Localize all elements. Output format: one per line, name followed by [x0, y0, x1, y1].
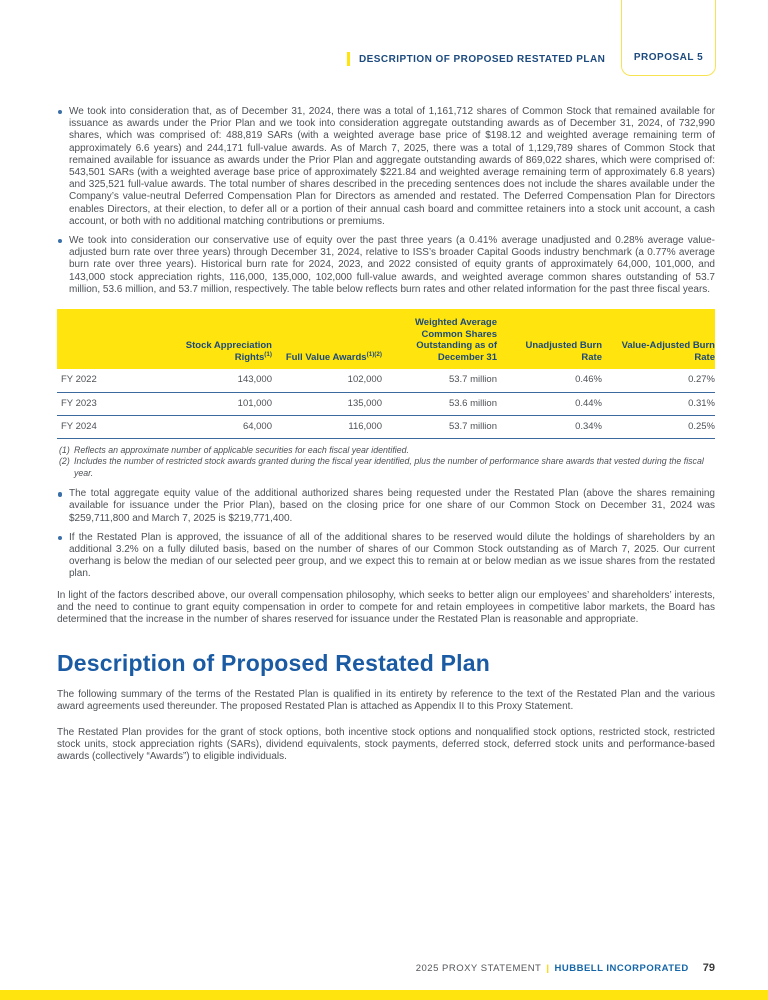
footnote	[57, 456, 715, 479]
table-cell: 53.7 million	[382, 415, 497, 438]
bullet-item: The total aggregate equity value of the additional authorized shares being requested under the Restated Plan (above the shares remaining available for issuance under the Prior Plan), based on the closing price for one share of our Common Stock on December 31, 2024 was $259,711,800 and March 7, 2025 is $219,771,400.	[57, 488, 715, 525]
table-cell: 143,000	[147, 369, 272, 392]
footnote-marker: (1)	[59, 445, 70, 456]
proposal-tab-label: PROPOSAL 5	[633, 52, 704, 63]
footnote	[57, 445, 715, 456]
table-row	[57, 415, 715, 438]
footer-document-title: 2025 PROXY STATEMENT	[415, 963, 542, 974]
bottom-accent-bar	[0, 990, 768, 1000]
table-cell: 135,000	[272, 392, 382, 415]
closing-paragraph: In light of the factors described above, our overall compensation philosophy, which seeks to better align our employees’ and shareholders’ interests, and the need to continue to grant equity compensation in order to compete for and retain employees in competitive labor markets, the Board has determined that the increase in the number of shares reserved for issuance under the Restated Plan is reasonable and appropriate.	[57, 589, 715, 626]
table-cell: 0.34%	[497, 415, 602, 438]
section-heading: Description of Proposed Restated Plan	[57, 650, 490, 677]
table-header-cell: Weighted Average Common Shares Outstanding as of December 31	[382, 309, 497, 369]
table-header-row	[57, 309, 715, 369]
table-cell: 102,000	[272, 369, 382, 392]
table-cell: 0.27%	[602, 369, 715, 392]
page-footer	[416, 962, 715, 974]
table-row	[57, 369, 715, 392]
table-cell: FY 2023	[57, 392, 147, 415]
table-header-cell: Unadjusted Burn Rate	[497, 309, 602, 369]
table-cell: 0.31%	[602, 392, 715, 415]
table-footnotes	[57, 445, 715, 479]
header-accent-bar	[347, 52, 350, 66]
page-number: 79	[702, 962, 715, 974]
table-header-cell: Full Value Awards$^{(1)(2)}$	[272, 309, 382, 369]
table-header-cell: Value-Adjusted Burn Rate	[602, 309, 715, 369]
main-content	[57, 106, 715, 763]
page-header	[347, 52, 605, 66]
footnote-ref: (1)(2)	[366, 350, 382, 358]
consideration-bullet-list	[57, 488, 715, 580]
bullet-item: We took into consideration that, as of December 31, 2024, there was a total of 1,161,712 shares of Common Stock that remained available for issuance as awards under the Prior Plan and we took into consideration aggregate outstanding awards as of December 31, 2024, of 732,990 shares, which was comprised of: 488,819 SARs (with a weighted average base price of $198.12 and weighted average remaining term of approximately 6.6 years) and 244,171 full-value awards. As of March 7, 2025, there was a total of 1,129,789 shares of Common Stock that remained available for issuance as awards under the Prior Plan and aggregate outstanding awards of 869,022 shares, which were comprised of: 543,501 SARs (with a weighted average base price of approximately $221.84 and weighted average remaining term of approximately 6.8 years) and 325,521 full-value awards. The total number of shares described in the preceding sentences does not include the shares available under the Company’s value-neutral Deferred Compensation Plan for Directors as amended and restated. The Deferred Compensation Plan for Directors enables Directors, at their election, to defer all or a portion of their annual cash board and committee retainers into a stock unit account, a cash account, or both with no additional matching contributions or premiums.	[57, 106, 715, 228]
table-header-cell	[57, 309, 147, 369]
body-paragraph: The Restated Plan provides for the grant of stock options, both incentive stock options and nonqualified stock options, restricted stock, restricted stock units, stock appreciation rights (SARs), dividend equivalents, stock payments, deferred stock, deferred stock units and performance-based awards (collectively “Awards”) to eligible individuals.	[57, 726, 715, 763]
bullet-item: If the Restated Plan is approved, the issuance of all of the additional shares to be reserved would dilute the holdings of shareholders by an additional 3.2% on a fully diluted basis, based on the number of shares of our Common Stock outstanding as of March 7, 2025. Our current overhang is below the median of our selected peer group, and we expect this to remain at or below median as we issue shares from the restated plan.	[57, 532, 715, 581]
footnote-marker: (2)	[59, 456, 70, 467]
table-row	[57, 392, 715, 415]
footnote-text: Includes the number of restricted stock awards granted during the fiscal year identified, plus the number of performance share awards that vested during the fiscal year.	[74, 456, 704, 478]
table-cell: 0.46%	[497, 369, 602, 392]
table-cell: 0.25%	[602, 415, 715, 438]
table-cell: 53.6 million	[382, 392, 497, 415]
table-cell: FY 2024	[57, 415, 147, 438]
footer-separator: |	[546, 963, 550, 974]
table-cell: 64,000	[147, 415, 272, 438]
table-cell: 0.44%	[497, 392, 602, 415]
proposal-tab	[621, 0, 716, 76]
burn-rate-table	[57, 309, 715, 439]
table-cell: 53.7 million	[382, 369, 497, 392]
table-cell: 116,000	[272, 415, 382, 438]
table-cell: FY 2022	[57, 369, 147, 392]
footnote-text: Reflects an approximate number of applicable securities for each fiscal year identified.	[74, 445, 409, 456]
footnote-ref: (1)	[264, 350, 272, 358]
running-section-title: DESCRIPTION OF PROPOSED RESTATED PLAN	[359, 53, 606, 65]
table-cell: 101,000	[147, 392, 272, 415]
intro-bullet-list	[57, 106, 715, 296]
footer-company-name: HUBBELL INCORPORATED	[554, 963, 689, 974]
table-header-cell: Stock Appreciation Rights$^{(1)}$	[147, 309, 272, 369]
body-paragraph: The following summary of the terms of the Restated Plan is qualified in its entirety by reference to the text of the Restated Plan and the various award agreements used thereunder. The proposed Restated Plan is attached as Appendix II to this Proxy Statement.	[57, 689, 715, 713]
bullet-item: We took into consideration our conservative use of equity over the past three years (a 0.41% average unadjusted and 0.28% average value-adjusted burn rate over three years) through December 31, 2024, relative to ISS’s broader Capital Goods industry benchmark (a 0.77% average burn rate over three years). Historical burn rate for 2024, 2023, and 2022 consisted of equity grants of approximately 64,000, 101,000, and 143,000 stock appreciation rights, 116,000, 135,000, 102,000 full-value awards, and weighted average common shares outstanding of 53.7 million, 53.6 million, and 53.7 million, respectively. The table below reflects burn rates and other related information for the past three fiscal years.	[57, 235, 715, 296]
